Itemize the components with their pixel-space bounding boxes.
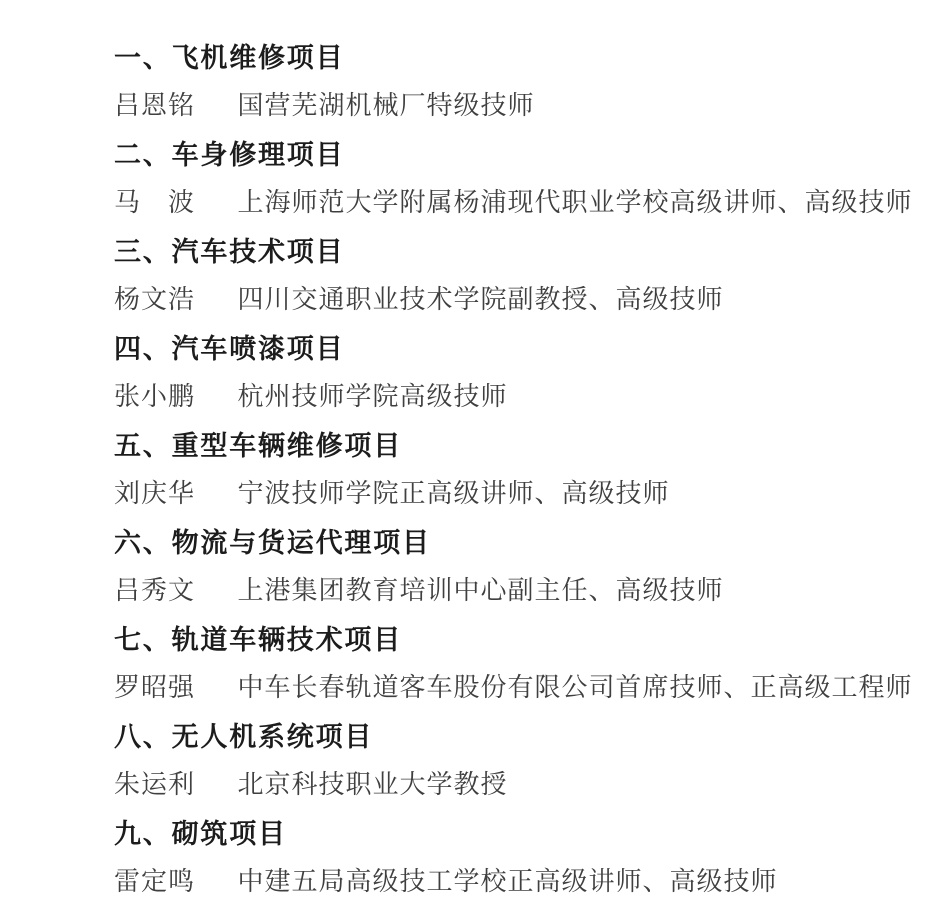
expert-entry <box>114 185 928 221</box>
expert-entry <box>114 767 928 803</box>
project-section <box>114 428 928 512</box>
expert-entry <box>114 573 928 609</box>
person-name: 刘庆华 <box>114 479 196 508</box>
section-heading: 四、汽车喷漆项目 <box>114 334 345 364</box>
project-section <box>114 622 928 706</box>
person-name: 雷定鸣 <box>114 867 196 896</box>
project-section <box>114 331 928 415</box>
expert-entry <box>114 476 928 512</box>
person-title: 上海师范大学附属杨浦现代职业学校高级讲师、高级技师 <box>237 188 913 217</box>
person-title: 宁波技师学院正高级讲师、高级技师 <box>237 479 670 508</box>
person-title: 杭州技师学院高级技师 <box>237 382 508 411</box>
person-name: 马 波 <box>114 188 196 217</box>
person-title: 中建五局高级技工学校正高级讲师、高级技师 <box>237 867 778 896</box>
person-name: 杨文浩 <box>114 285 196 314</box>
section-heading: 九、砌筑项目 <box>114 819 287 849</box>
person-name: 吕恩铭 <box>114 91 196 120</box>
section-heading: 八、无人机系统项目 <box>114 722 374 752</box>
person-name: 吕秀文 <box>114 576 196 605</box>
section-heading: 七、轨道车辆技术项目 <box>114 625 402 655</box>
project-section <box>114 40 928 124</box>
section-heading: 五、重型车辆维修项目 <box>114 431 402 461</box>
expert-entry <box>114 670 928 706</box>
expert-entry <box>114 379 928 415</box>
project-section <box>114 234 928 318</box>
section-heading: 六、物流与货运代理项目 <box>114 528 431 558</box>
person-name: 罗昭强 <box>114 673 196 702</box>
section-heading: 一、飞机维修项目 <box>114 43 345 73</box>
section-heading: 三、汽车技术项目 <box>114 237 345 267</box>
person-name: 张小鹏 <box>114 382 196 411</box>
person-title: 中车长春轨道客车股份有限公司首席技师、正高级工程师 <box>237 673 913 702</box>
expert-entry <box>114 864 928 900</box>
person-title: 四川交通职业技术学院副教授、高级技师 <box>237 285 724 314</box>
project-section <box>114 816 928 900</box>
expert-entry <box>114 88 928 124</box>
project-section <box>114 719 928 803</box>
section-heading: 二、车身修理项目 <box>114 140 345 170</box>
person-title: 北京科技职业大学教授 <box>237 770 508 799</box>
expert-entry <box>114 282 928 318</box>
person-title: 上港集团教育培训中心副主任、高级技师 <box>237 576 724 605</box>
project-section <box>114 525 928 609</box>
project-section <box>114 137 928 221</box>
person-name: 朱运利 <box>114 770 196 799</box>
person-title: 国营芜湖机械厂特级技师 <box>237 91 535 120</box>
